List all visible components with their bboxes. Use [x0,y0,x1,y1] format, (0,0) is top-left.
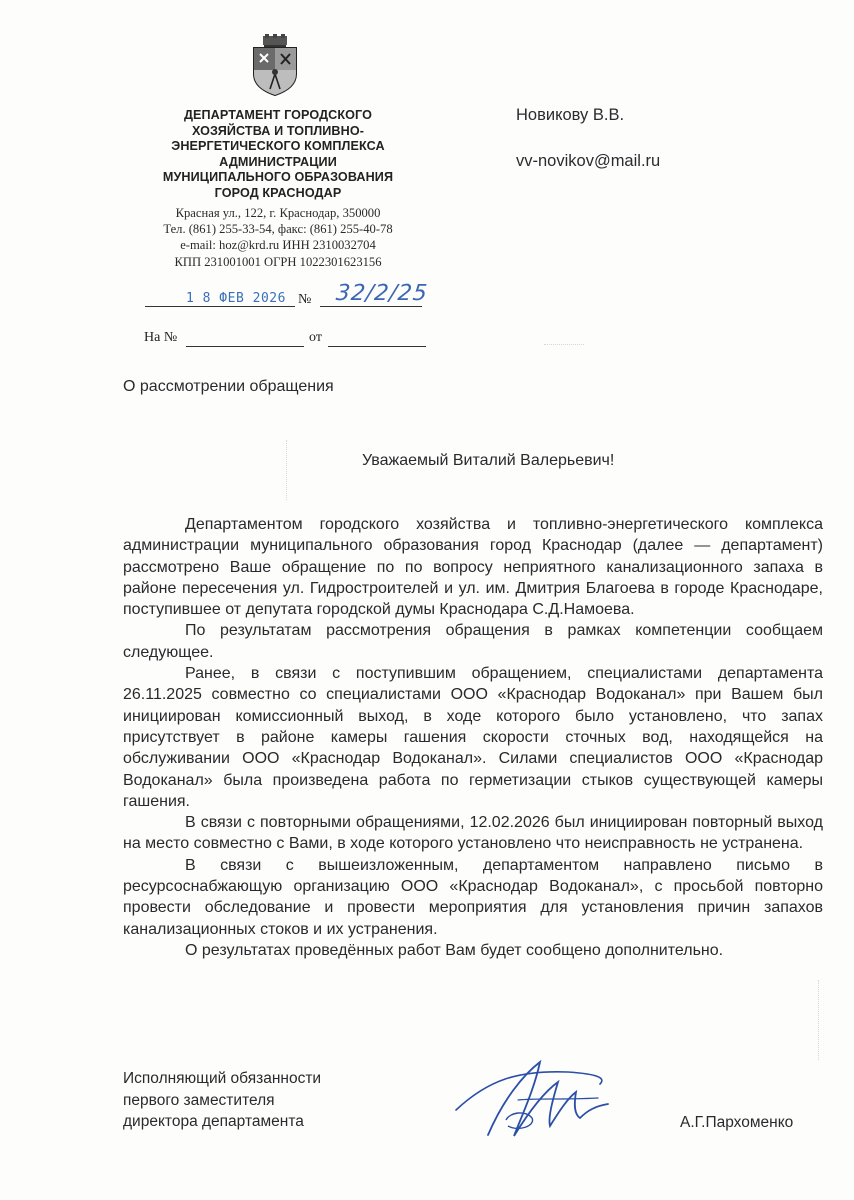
reference-date-label: от [309,330,322,345]
registration-number-line [320,306,422,307]
reference-number-label: На № [144,330,178,345]
show-through-mark [286,440,293,500]
body-paragraph: О результатах проведённых работ Вам будет сообщено дополнительно. [185,941,724,959]
contact-line: Тел. (861) 255-33-54, факс: (861) 255-40-78 [163,221,393,236]
body-paragraph: По результатам рассмотрения обращения в рамках компетенции сообщаем следующее. [123,622,823,661]
handwritten-signature [448,1040,638,1150]
department-name-line: ЭНЕРГЕТИЧЕСКОГО КОМПЛЕКСА [171,139,385,154]
letter-greeting: Уважаемый Виталий Валерьевич! [362,452,615,469]
show-through-mark [544,344,584,355]
reference-number-blank [186,346,304,347]
body-paragraph: В связи с повторными обращениями, 12.02.2026 был инициирован повторный выход на место совместно с Вами, в ходе которого установлено что неисправность не устранена. [123,814,823,853]
signer-position-line: первого заместителя [123,1091,275,1109]
department-name-line: МУНИЦИПАЛЬНОГО ОБРАЗОВАНИЯ [162,170,394,185]
department-name-line: ХОЗЯЙСТВА И ТОПЛИВНО- [191,123,365,138]
show-through-mark [818,980,825,1060]
body-paragraph: В связи с вышеизложенным, департаментом направлено письмо в ресурсоснабжающую организацию ООО «Краснодар Водоканал», с просьбой повторно провести обследование и провести мероприятия для установления причин запахов канализационных стоков и их устранения. [123,856,823,938]
signer-position-line: директора департамента [123,1113,304,1130]
kpp-ogrn-line: КПП 231001001 ОГРН 1022301623156 [174,254,382,269]
body-paragraph: Ранее, в связи с поступившим обращением, специалистами департамента 26.11.2025 совместно со специалистами ООО «Краснодар Водоканал» при Вашем был инициирован комиссионный выход, в ходе которого было установлено, что запах присутствует в районе камеры гашения скорости сточных вод, находящейся на обслуживании ООО «Краснодар Водоканал». Силами специалистов ООО «Краснодар Водоканал» была произведена работа по герметизации стыков существующей камеры гашения. [123,665,823,810]
signer-position [123,1068,321,1133]
reference-date-blank [328,346,426,347]
recipient-name: Новикову В.В. [516,106,625,124]
recipient-email: vv-novikov@mail.ru [516,152,661,170]
letter-body [123,514,823,961]
department-name-line: ГОРОД КРАСНОДАР [214,185,342,200]
coat-of-arms-icon [250,34,300,96]
signer-position-line: Исполняющий обязанности [123,1070,322,1087]
letter-subject: О рассмотрении обращения [123,378,334,395]
signer-name: А.Г.Пархоменко [680,1114,794,1131]
registration-number-sign: № [298,292,312,307]
email-inn-line: e-mail: hoz@krd.ru ИНН 2310032704 [180,238,376,253]
registration-date-stamp: 1 8 ФЕВ 2026 [186,291,286,306]
registration-date-line [145,306,295,307]
department-name-line: ДЕПАРТАМЕНТ ГОРОДСКОГО [183,108,373,122]
address-line: Красная ул., 122, г. Краснодар, 350000 [175,205,381,220]
letterhead [138,108,418,270]
department-name-line: АДМИНИСТРАЦИИ [219,154,337,169]
body-paragraph: Департаментом городского хозяйства и топливно-энергетического комплекса администрации муниципального образования город Краснодар (далее — департамент) рассмотрено Ваше обращение по по вопросу неприятного канализационного запаха в районе пересечения ул. Гидростроителей и ул. им. Дмитрия Благоева в городе Краснодаре, поступившее от депутата городской думы Краснодара С.Д.Намоева. [123,516,823,619]
registration-number: 32/2/25 [334,281,430,306]
